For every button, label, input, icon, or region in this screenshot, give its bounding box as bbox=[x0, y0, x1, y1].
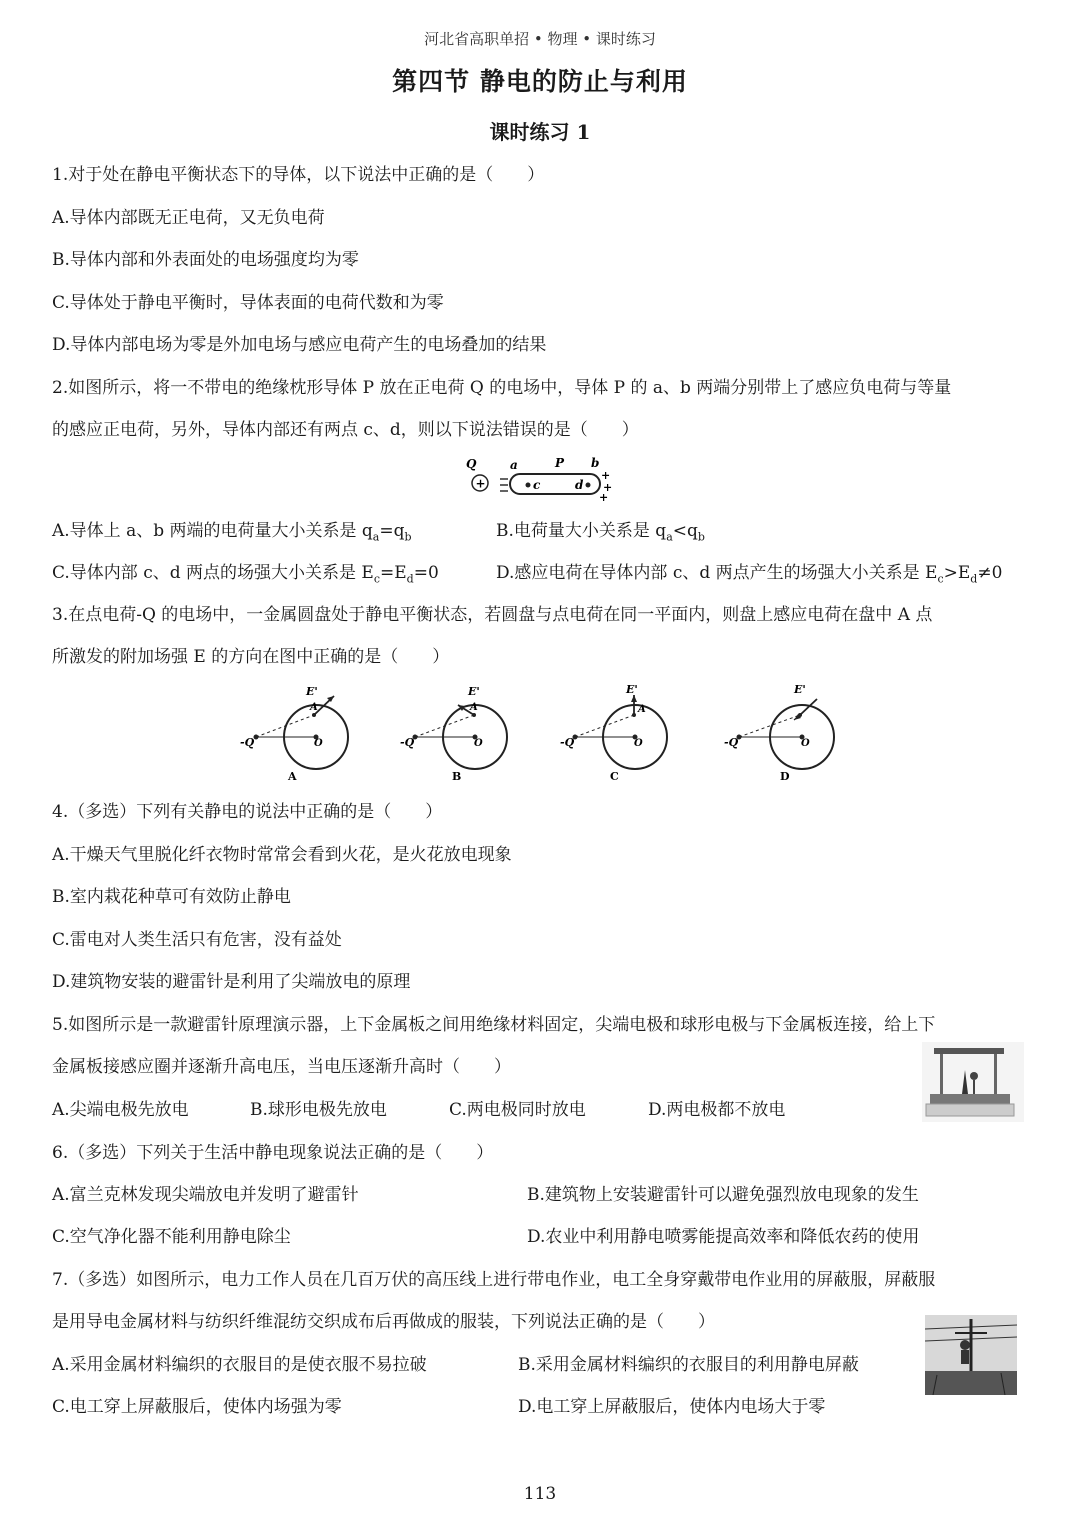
q5-option-c: C.两电极同时放电 bbox=[449, 1100, 586, 1120]
q5-option-b: B.球形电极先放电 bbox=[250, 1100, 387, 1120]
svg-text:+: + bbox=[599, 491, 609, 504]
q1-option-c: C.导体处于静电平衡时，导体表面的电荷代数和为零 bbox=[52, 293, 444, 313]
q6-option-c: C.空气净化器不能利用静电除尘 bbox=[52, 1227, 291, 1247]
q2-fig-label-q: Q bbox=[466, 457, 477, 471]
q2-conductor-figure bbox=[460, 455, 620, 505]
q3-c-label-point: A bbox=[638, 704, 646, 715]
q4-stem: 4.（多选）下列有关静电的说法中正确的是（ ） bbox=[52, 802, 443, 822]
q1-stem: 1.对于处在静电平衡状态下的导体，以下说法中正确的是（ ） bbox=[52, 165, 545, 185]
q7-stem-line2: 是用导电金属材料与纺织纤维混纺交织成布后再做成的服装，下列说法正确的是（ ） bbox=[52, 1312, 715, 1332]
q3-c-label-q: -Q bbox=[560, 736, 575, 749]
q3-d-label-q: -Q bbox=[724, 736, 739, 749]
q3-figure-d-label: D bbox=[780, 770, 790, 783]
q7-option-c: C.电工穿上屏蔽服后，使体内场强为零 bbox=[52, 1397, 342, 1417]
q1-option-b: B.导体内部和外表面处的电场强度均为零 bbox=[52, 250, 359, 270]
q6-option-a: A.富兰克林发现尖端放电并发明了避雷针 bbox=[52, 1185, 359, 1205]
svg-text:+: + bbox=[475, 476, 486, 491]
q7-option-a: A.采用金属材料编织的衣服目的是使衣服不易拉破 bbox=[52, 1355, 427, 1375]
q2-option-a: A.导体上 a、b 两端的电荷量大小关系是 $q_a=q_b$ bbox=[52, 521, 412, 544]
power-line-worker-photo bbox=[925, 1315, 1017, 1395]
q3-figure-b-label: B bbox=[452, 770, 462, 783]
q2-fig-label-b: b bbox=[591, 456, 600, 470]
section-title: 第四节 静电的防止与利用 bbox=[392, 67, 688, 96]
q2-option-d: D.感应电荷在导体内部 c、d 两点产生的场强大小关系是 $E_c>E_d\ne 0$ bbox=[496, 563, 1003, 586]
q3-d-label-e: E' bbox=[794, 683, 806, 696]
q2-option-c: C.导体内部 c、d 两点的场强大小关系是 $E_c=E_d=0$ bbox=[52, 563, 439, 586]
q2-option-b: B.电荷量大小关系是 $q_a<q_b$ bbox=[496, 521, 705, 544]
q3-b-label-q: -Q bbox=[400, 736, 415, 749]
q3-a-label-q: -Q bbox=[240, 736, 255, 749]
q6-stem: 6.（多选）下列关于生活中静电现象说法正确的是（ ） bbox=[52, 1143, 494, 1163]
q7-option-b: B.采用金属材料编织的衣服目的利用静电屏蔽 bbox=[518, 1355, 859, 1375]
q2-stem-line1: 2.如图所示，将一不带电的绝缘枕形导体 P 放在正电荷 Q 的电场中，导体 P 的 a、b 两端分别带上了感应负电荷与等量 bbox=[52, 378, 952, 398]
q6-option-b: B.建筑物上安装避雷针可以避免强烈放电现象的发生 bbox=[527, 1185, 919, 1205]
q3-c-label-o: O bbox=[634, 738, 643, 749]
q3-figure-a-label: A bbox=[288, 770, 297, 783]
q4-option-c: C.雷电对人类生活只有危害，没有益处 bbox=[52, 930, 342, 950]
q3-figure-b bbox=[400, 680, 520, 785]
q3-d-label-o: O bbox=[801, 738, 810, 749]
q2-fig-label-p: P bbox=[555, 456, 565, 470]
q6-option-d: D.农业中利用静电喷雾能提高效率和降低农药的使用 bbox=[527, 1227, 920, 1247]
q3-stem-line2: 所激发的附加场强 E 的方向在图中正确的是（ ） bbox=[52, 647, 450, 667]
q3-b-label-o: O bbox=[474, 738, 483, 749]
svg-text:+: + bbox=[601, 469, 611, 482]
q3-figure-d bbox=[722, 680, 842, 785]
q2-stem-line2: 的感应正电荷，另外，导体内部还有两点 c、d，则以下说法错误的是（ ） bbox=[52, 420, 639, 440]
q4-option-d: D.建筑物安装的避雷针是利用了尖端放电的原理 bbox=[52, 972, 411, 992]
q7-option-d: D.电工穿上屏蔽服后，使体内电场大于零 bbox=[518, 1397, 826, 1417]
q3-stem-line1: 3.在点电荷-Q 的电场中，一金属圆盘处于静电平衡状态，若圆盘与点电荷在同一平面内，则盘上感应电荷在盘中 A 点 bbox=[52, 605, 933, 625]
svg-text:+: + bbox=[603, 481, 613, 494]
lightning-rod-demonstrator-image bbox=[922, 1042, 1024, 1122]
q7-stem-line1: 7.（多选）如图所示，电力工作人员在几百万伏的高压线上进行带电作业，电工全身穿戴带电作业用的屏蔽服，屏蔽服 bbox=[52, 1270, 936, 1290]
page-number: 113 bbox=[523, 1484, 557, 1504]
q3-b-label-point: A bbox=[470, 702, 478, 713]
q3-a-label-point: A bbox=[310, 702, 318, 713]
q3-figure-a bbox=[238, 680, 358, 785]
point-d bbox=[586, 483, 591, 488]
q3-c-label-e: E' bbox=[626, 683, 638, 696]
q4-option-b: B.室内栽花种草可有效防止静电 bbox=[52, 887, 291, 907]
q1-option-d: D.导体内部电场为零是外加电场与感应电荷产生的电场叠加的结果 bbox=[52, 335, 547, 355]
q5-stem-line2: 金属板接感应圈并逐渐升高电压，当电压逐渐升高时（ ） bbox=[52, 1057, 511, 1077]
exercise-title: 课时练习 1 bbox=[489, 120, 591, 144]
q4-option-a: A.干燥天气里脱化纤衣物时常常会看到火花，是火花放电现象 bbox=[52, 845, 512, 865]
q5-option-d: D.两电极都不放电 bbox=[648, 1100, 786, 1120]
q3-a-label-o: O bbox=[314, 738, 323, 749]
q5-stem-line1: 5.如图所示是一款避雷针原理演示器，上下金属板之间用绝缘材料固定，尖端电极和球形电极与下金属板连接，给上下 bbox=[52, 1015, 936, 1035]
q2-fig-label-a: a bbox=[510, 458, 518, 472]
page-header: 河北省高职单招 • 物理 • 课时练习 bbox=[424, 30, 656, 48]
q1-option-a: A.导体内部既无正电荷，又无负电荷 bbox=[52, 208, 325, 228]
q5-option-a: A.尖端电极先放电 bbox=[52, 1100, 189, 1120]
q2-fig-label-c: c bbox=[533, 478, 541, 492]
q3-figure-c-label: C bbox=[610, 770, 619, 783]
q3-a-label-e: E' bbox=[306, 685, 318, 698]
q3-figure-c bbox=[560, 680, 680, 785]
q2-fig-label-d: d bbox=[575, 478, 584, 492]
q3-b-label-e: E' bbox=[468, 685, 480, 698]
point-c bbox=[526, 483, 531, 488]
